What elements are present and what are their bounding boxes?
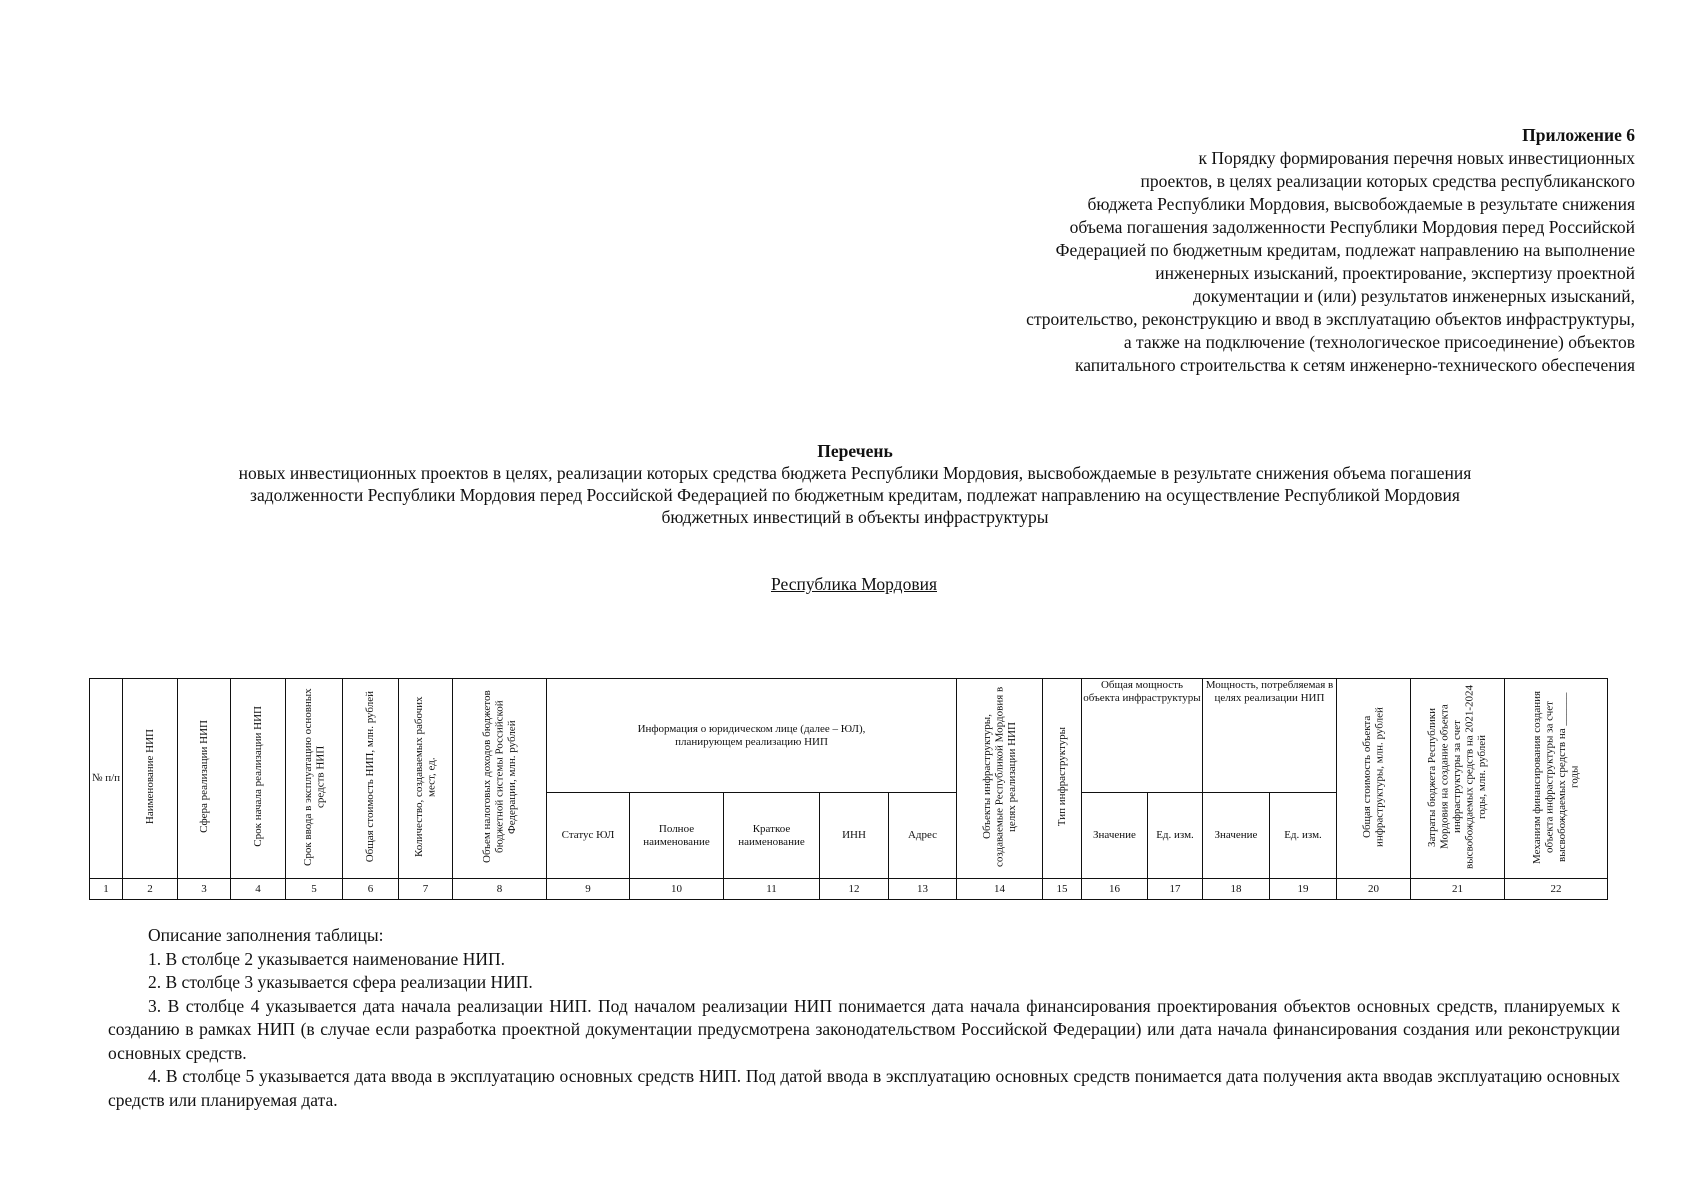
header-text: Тип инфраструктуры [1055, 727, 1068, 827]
description-item: 2. В столбце 3 указывается сфера реализации НИП. [148, 972, 533, 992]
appendix-header [735, 124, 1635, 377]
header-group-ul [547, 679, 957, 793]
column-number: 2 [123, 879, 178, 900]
description-item: 3. В столбце 4 указывается дата начала реализации НИП. Под началом реализации НИП понимается дата начала финансирования проектирования объектов основных средств, планируемых к созданию в рамках НИП (в случае если разработка проектной документации предусмотрена законодательством Российской Федерации) или дата начала финансирования создания или реконструкции основных средств. [108, 995, 1620, 1063]
appendix-line: проектов, в целях реализации которых средства республиканского [1140, 171, 1635, 191]
description-item: 1. В столбце 2 указывается наименование НИП. [148, 948, 505, 969]
description-item: 4. В столбце 5 указывается дата ввода в эксплуатацию основных средств НИП. Под датой ввода в эксплуатацию основных средств понимается дата получения акта вводав эксплуатацию основных средств или планируемая дата. [108, 1066, 1620, 1110]
header-text: Информация о юридическом лице (далее – ЮЛ), планирующем реализацию НИП [637, 723, 866, 748]
appendix-line: бюджета Республики Мордовия, высвобождаемые в результате снижения [1087, 194, 1635, 214]
region-title [0, 574, 1708, 595]
heading-line: задолженности Республики Мордовия перед Российской Федерацией по бюджетным кредитам, подлежат направлению на осуществление Республикой Мордовия [250, 485, 1460, 505]
header-cell: Ед. изм. [1148, 793, 1203, 879]
document-heading [120, 440, 1590, 528]
column-number: 19 [1270, 879, 1337, 900]
appendix-line: а также на подключение (технологическое присоединение) объектов [1123, 332, 1635, 352]
header-cell [1043, 679, 1082, 879]
column-number: 5 [286, 879, 343, 900]
appendix-line: объема погашения задолженности Республики Мордовия перед Российской [1069, 217, 1635, 237]
column-number: 22 [1505, 879, 1608, 900]
appendix-title: Приложение 6 [1522, 125, 1635, 145]
header-cell [1337, 679, 1411, 879]
header-cell [1411, 679, 1505, 879]
appendix-line: капитального строительства к сетям инженерно-технического обеспечения [1074, 355, 1635, 375]
header-text: Сфера реализации НИП [197, 720, 210, 834]
header-cell: Полное наименование [630, 793, 724, 879]
table-description [108, 924, 1620, 1112]
column-number: 11 [724, 879, 820, 900]
header-cell [286, 679, 343, 879]
description-intro: Описание заполнения таблицы: [148, 925, 384, 945]
header-cell [1505, 679, 1608, 879]
column-number: 18 [1203, 879, 1270, 900]
header-text: Затраты бюджета Республики Мордовия на создание объекта инфраструктуры за счет высвобождаемых средств на 2021-2024 годы, млн. рублей [1426, 684, 1489, 869]
column-number: 9 [547, 879, 630, 900]
header-cell: ИНН [820, 793, 889, 879]
header-text: Объекты инфраструктуры, создаваемые Республикой Мордовия в целях реализации НИП [980, 686, 1018, 867]
header-cell: Значение [1082, 793, 1148, 879]
header-cell [399, 679, 453, 879]
header-cell: Ед. изм. [1270, 793, 1337, 879]
header-cell: Статус ЮЛ [547, 793, 630, 879]
header-text: Срок начала реализации НИП [251, 706, 264, 848]
column-number: 4 [231, 879, 286, 900]
column-number: 8 [453, 879, 547, 900]
page-title: Перечень [817, 441, 893, 461]
header-text: Общая стоимость объекта инфраструктуры, млн. рублей [1361, 706, 1386, 847]
header-cell [453, 679, 547, 879]
header-group-consumed [1203, 679, 1337, 793]
header-cell [90, 679, 123, 879]
column-number: 3 [178, 879, 231, 900]
header-cell [957, 679, 1043, 879]
header-cell [343, 679, 399, 879]
column-number: 13 [889, 879, 957, 900]
region-name: Республика Мордовия [770, 574, 938, 594]
column-number: 16 [1082, 879, 1148, 900]
header-text: Количество, создаваемых рабочих мест, ед. [413, 696, 438, 858]
column-number: 12 [820, 879, 889, 900]
appendix-line: к Порядку формирования перечня новых инвестиционных [1198, 148, 1635, 168]
header-text: Механизм финансирования создания объекта инфраструктуры за счет высвобождаемых средств на ______ годы [1531, 690, 1581, 864]
header-cell: Значение [1203, 793, 1270, 879]
appendix-line: строительство, реконструкцию и ввод в эксплуатацию объектов инфраструктуры, [1026, 309, 1635, 329]
header-group-power [1082, 679, 1203, 793]
header-text: № п/п [91, 772, 121, 785]
column-number: 6 [343, 879, 399, 900]
column-number: 17 [1148, 879, 1203, 900]
header-cell [231, 679, 286, 879]
header-text: Наименование НИП [143, 729, 156, 825]
header-cell: Краткое наименование [724, 793, 820, 879]
header-text: Объем налоговых доходов бюджетов бюджетной системы Российской Федерации, млн. рублей [480, 690, 518, 864]
header-text: Срок ввода в эксплуатацию основных средств НИП [301, 687, 326, 866]
heading-line: новых инвестиционных проектов в целях, реализации которых средства бюджета Республики Мордовия, высвобождаемые в результате снижения объема погашения [238, 463, 1472, 483]
header-text: Мощность, потребляемая в целях реализации НИП [1205, 679, 1334, 704]
column-number: 15 [1043, 879, 1082, 900]
appendix-line: Федерацией по бюджетным кредитам, подлежат направлению на выполнение [1055, 240, 1635, 260]
header-text: Общая стоимость НИП, млн. рублей [364, 691, 377, 863]
header-cell [123, 679, 178, 879]
projects-table [89, 678, 1608, 900]
column-number: 7 [399, 879, 453, 900]
column-number: 10 [630, 879, 724, 900]
header-text: Общая мощность объекта инфраструктуры [1083, 679, 1201, 704]
heading-line: бюджетных инвестиций в объекты инфраструктуры [661, 507, 1049, 527]
header-cell [178, 679, 231, 879]
column-number: 21 [1411, 879, 1505, 900]
column-number: 20 [1337, 879, 1411, 900]
appendix-line: инженерных изысканий, проектирование, экспертизу проектной [1155, 263, 1635, 283]
column-number: 1 [90, 879, 123, 900]
header-cell: Адрес [889, 793, 957, 879]
column-number: 14 [957, 879, 1043, 900]
appendix-line: документации и (или) результатов инженерных изысканий, [1192, 286, 1635, 306]
